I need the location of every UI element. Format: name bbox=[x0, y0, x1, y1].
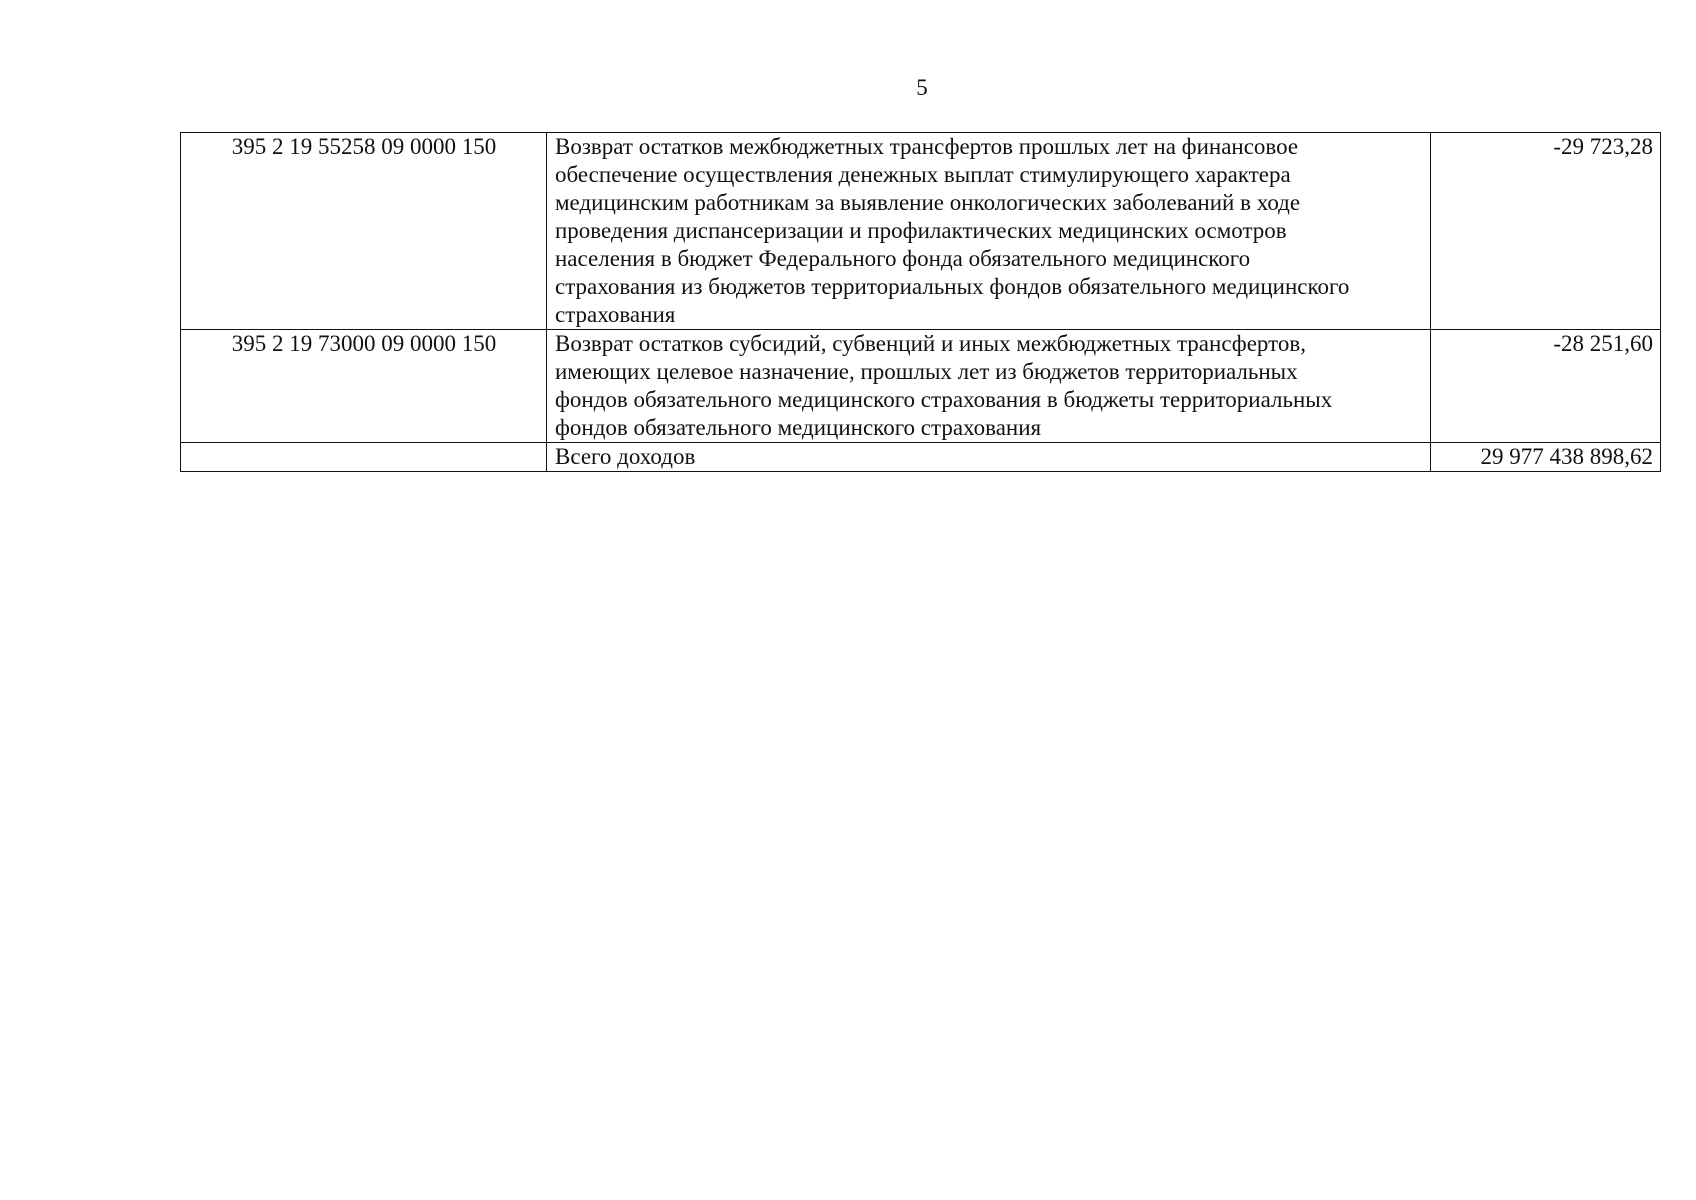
amount-cell: -29 723,28 bbox=[1431, 133, 1661, 330]
income-table bbox=[180, 132, 1661, 472]
total-amount: 29 977 438 898,62 bbox=[1431, 443, 1661, 472]
amount-cell: -28 251,60 bbox=[1431, 330, 1661, 443]
budget-code-cell: 395 2 19 55258 09 0000 150 bbox=[181, 133, 547, 330]
description-line: Возврат остатков межбюджетных трансфертов прошлых лет на финансовое bbox=[555, 134, 1299, 159]
description-line: имеющих целевое назначение, прошлых лет из бюджетов территориальных bbox=[555, 359, 1298, 384]
description-line: проведения диспансеризации и профилактических медицинских осмотров bbox=[555, 218, 1287, 243]
table-row bbox=[181, 133, 1661, 330]
description-cell bbox=[547, 330, 1431, 443]
total-row bbox=[181, 443, 1661, 472]
description-line: страхования bbox=[555, 302, 676, 327]
budget-code-cell: 395 2 19 73000 09 0000 150 bbox=[181, 330, 547, 443]
total-code-cell bbox=[181, 443, 547, 472]
description-line: обеспечение осуществления денежных выплат стимулирующего характера bbox=[555, 162, 1291, 187]
description-line: страхования из бюджетов территориальных фондов обязательного медицинского bbox=[555, 274, 1350, 299]
description-line: фондов обязательного медицинского страхования в бюджеты территориальных bbox=[555, 387, 1333, 412]
total-label: Всего доходов bbox=[547, 443, 1431, 472]
description-line: медицинским работникам за выявление онкологических заболеваний в ходе bbox=[555, 190, 1301, 215]
page-number: 5 bbox=[916, 75, 928, 100]
description-line: Возврат остатков субсидий, субвенций и иных межбюджетных трансфертов, bbox=[555, 331, 1306, 356]
table-row bbox=[181, 330, 1661, 443]
description-line: фондов обязательного медицинского страхования bbox=[555, 415, 1042, 440]
description-cell bbox=[547, 133, 1431, 330]
description-line: населения в бюджет Федерального фонда обязательного медицинского bbox=[555, 246, 1251, 271]
